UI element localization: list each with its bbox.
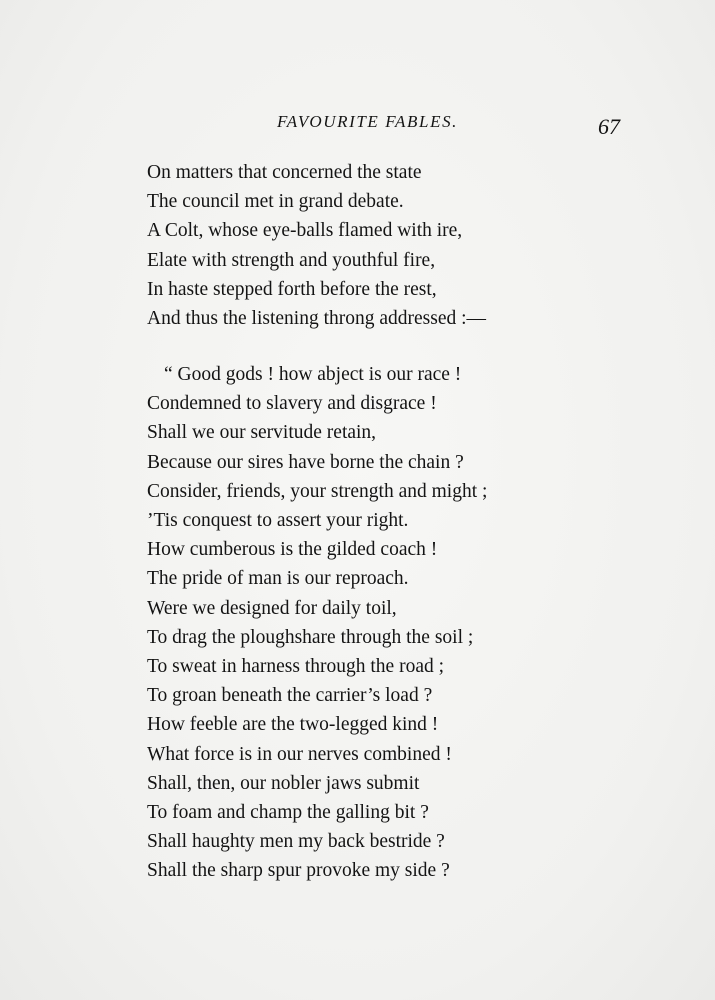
verse-line: How feeble are the two-legged kind ! — [147, 714, 439, 736]
verse-line: Shall, then, our nobler jaws submit — [147, 772, 420, 794]
verse-line: The pride of man is our reproach. — [147, 568, 409, 590]
verse-line: Elate with strength and youthful fire, — [147, 249, 436, 271]
verse-line: Shall the sharp spur provoke my side ? — [147, 860, 450, 882]
verse-line: Shall haughty men my back bestride ? — [147, 831, 445, 853]
running-title: FAVOURITE FABLES. — [276, 112, 459, 131]
verse-line: What force is in our nerves combined ! — [147, 743, 452, 765]
verse-line: The council met in grand debate. — [147, 191, 404, 213]
verse-line: How cumberous is the gilded coach ! — [147, 539, 438, 561]
verse-line: Shall we our servitude retain, — [147, 422, 377, 444]
verse-line: Condemned to slavery and disgrace ! — [147, 393, 437, 415]
stanza-1 — [147, 158, 597, 333]
verse-line: ’Tis conquest to assert your right. — [147, 510, 409, 532]
verse-line: On matters that concerned the state — [147, 162, 422, 183]
verse-line: To foam and champ the galling bit ? — [147, 802, 429, 824]
verse-line: Were we designed for daily toil, — [147, 597, 397, 619]
verse-line: To groan beneath the carrier’s load ? — [147, 685, 433, 707]
verse-line: To sweat in harness through the road ; — [147, 656, 445, 678]
verse-line: And thus the listening throng addressed :— — [147, 308, 487, 330]
verse-line: A Colt, whose eye-balls flamed with ire, — [147, 220, 463, 242]
verse-line: To drag the ploughshare through the soil ; — [147, 626, 474, 648]
verse-line: “ Good gods ! how abject is our race ! — [164, 364, 462, 385]
page-number: 67 — [598, 114, 620, 139]
verse-line: Because our sires have borne the chain ? — [147, 451, 464, 473]
verse-line: Consider, friends, your strength and might ; — [147, 480, 488, 502]
stanza-2 — [147, 360, 597, 886]
verse-line: In haste stepped forth before the rest, — [147, 278, 437, 300]
